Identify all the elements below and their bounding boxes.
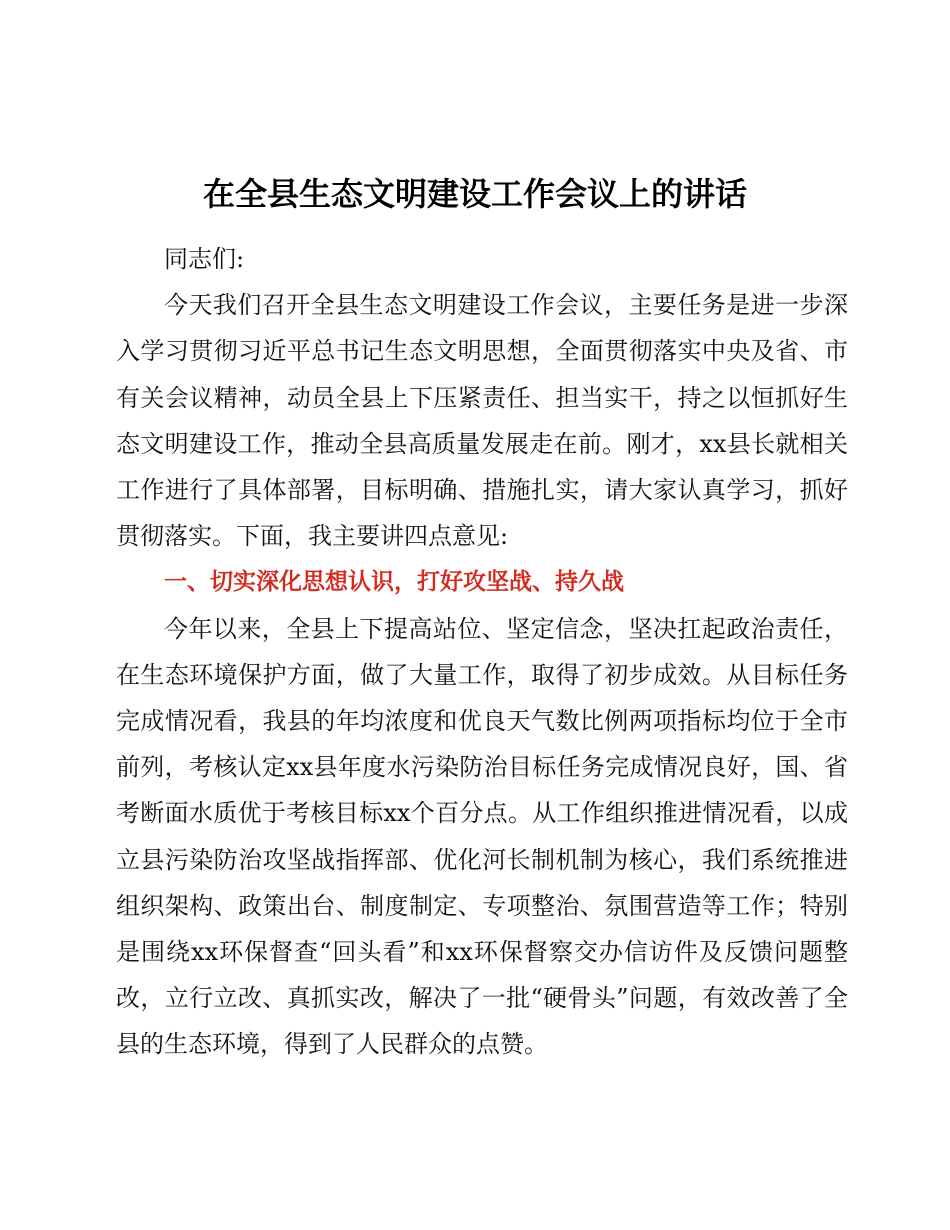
section-heading-1: 一、切实深化思想认识，打好攻坚战、持久战 xyxy=(164,569,624,596)
paragraph-intro: 今天我们召开全县生态文明建设工作会议，主要任务是进一步深入学习贯彻习近平总书记生态文明思想，全面贯彻落实中央及省、市有关会议精神，动员全县上下压紧责任、担当实干，持之以恒抓好生态文明建设工作，推动全县高质量发展走在前。刚才，xx县长就相关工作进行了具体部署，目标明确、措施扎实，请大家认真学习，抓好贯彻落实。下面，我主要讲四点意见: xyxy=(116,291,848,551)
document-title: 在全县生态文明建设工作会议上的讲话 xyxy=(202,175,747,213)
paragraph-progress: 今年以来，全县上下提高站位、坚定信念，坚决扛起政治责任，在生态环境保护方面，做了大量工作，取得了初步成效。从目标任务完成情况看，我县的年均浓度和优良天气数比例两项指标均位于全市前列，考核认定xx县年度水污染防治目标任务完成情况良好，国、省考断面水质优于考核目标xx个百分点。从工作组织推进情况看，以成立县污染防治攻坚战指挥部、优化河长制机制为核心，我们系统推进组织架构、政策出台、制度制定、专项整治、氛围营造等工作；特别是围绕xx环保督查“回头看”和xx环保督察交办信访件及反馈问题整改，立行立改、真抓实改，解决了一批“硬骨头”问题，有效改善了全县的生态环境，得到了人民群众的点赞。 xyxy=(116,614,848,1059)
document-body xyxy=(116,236,848,1068)
salutation: 同志们: xyxy=(164,245,245,273)
